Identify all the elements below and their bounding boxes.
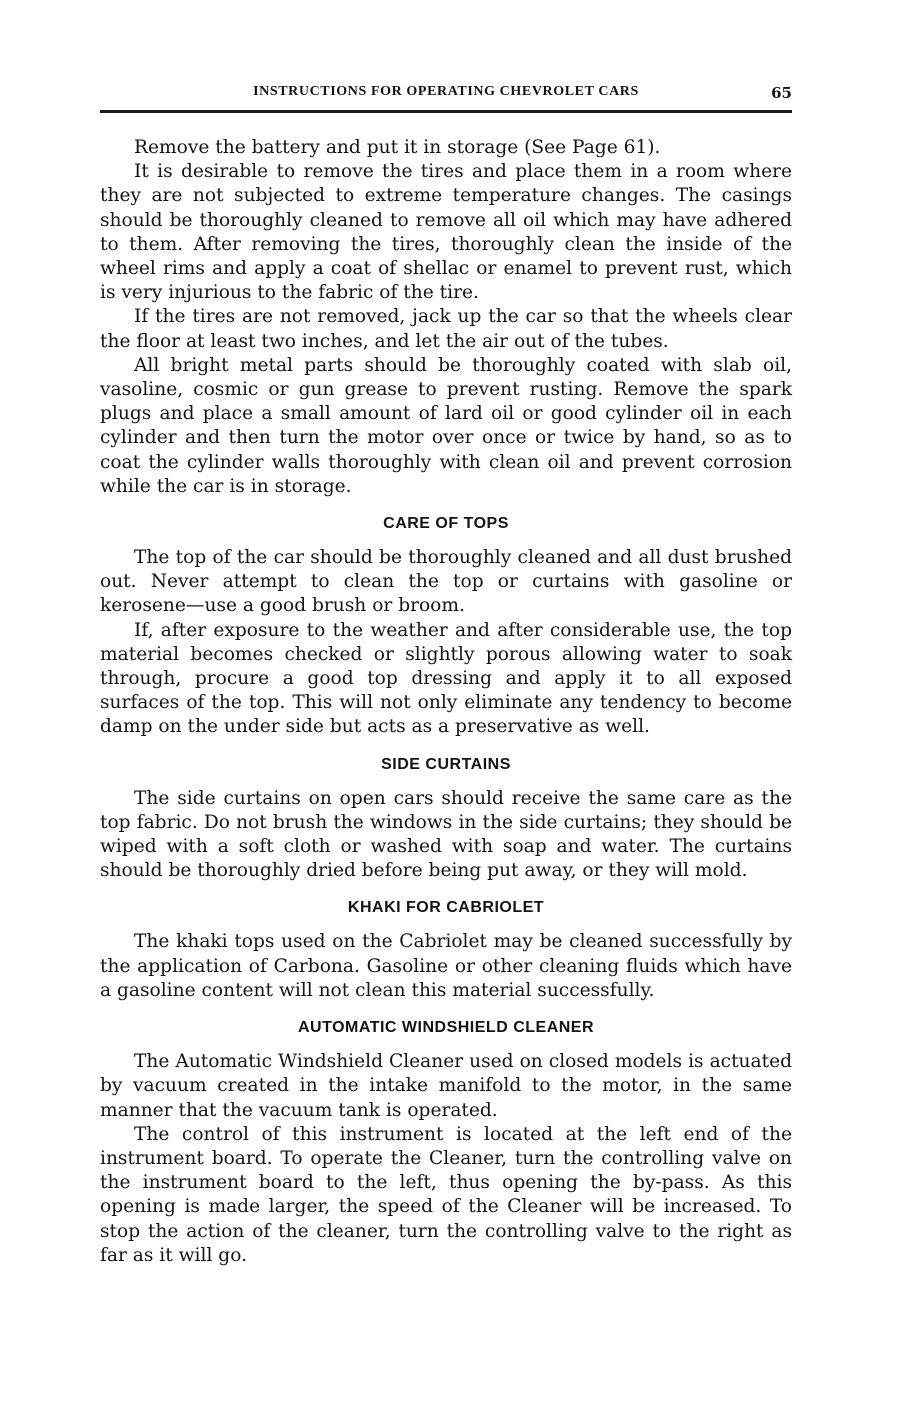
paragraph: All bright metal parts should be thoroughly coated with slab oil, vasoline, cosmic or gun grease to prevent rusting. Remove the spark plugs and place a small amount of lard oil or good cylinder oil in each cylinder and then turn the motor over once or twice by hand, so as to coat the cylinder walls thoroughly with clean oil and prevent corrosion while the car is in storage. (100, 354, 792, 497)
section-care-of-tops (100, 514, 792, 740)
section-heading: KHAKI FOR CABRIOLET (347, 899, 545, 917)
paragraph: If the tires are not removed, jack up the car so that the wheels clear the floor at least two inches, and let the air out of the tubes. (100, 306, 792, 352)
section-khaki-for-cabriolet (100, 898, 792, 1003)
running-title: INSTRUCTIONS FOR OPERATING CHEVROLET CARS (253, 84, 639, 99)
paragraph: The side curtains on open cars should receive the same care as the top fabric. Do not brush the windows in the side curtains; they should be wiped with a soft cloth or washed with soap and water. The curtains should be thoroughly dried before being put away, or they will mold. (100, 787, 792, 882)
paragraph: Remove the battery and put it in storage (See Page 61). (134, 137, 661, 158)
paragraph: The control of this instrument is located at the left end of the instrument board. To operate the Cleaner, turn the controlling valve on the instrument board to the left, thus opening the by-pass. As this opening is made larger, the speed of the Cleaner will be increased. To stop the action of the cleaner, turn the controlling valve to the right as far as it will go. (100, 1123, 792, 1266)
paragraph: The top of the car should be thoroughly cleaned and all dust brushed out. Never attempt to clean the top or curtains with gasoline or kerosene—use a good brush or broom. (100, 547, 792, 617)
storage-instructions (100, 136, 792, 499)
running-header (100, 84, 792, 113)
paragraph: The Automatic Windshield Cleaner used on closed models is actuated by vacuum created in the intake manifold to the motor, in the same manner that the vacuum tank is operated. (100, 1051, 792, 1121)
section-heading: SIDE CURTAINS (381, 755, 511, 773)
paragraph: The khaki tops used on the Cabriolet may be cleaned successfully by the application of Carbona. Gasoline or other cleaning fluids which have a gasoline content will not clean this material successfully. (100, 931, 792, 1001)
section-automatic-windshield-cleaner (100, 1018, 792, 1268)
section-side-curtains (100, 755, 792, 884)
section-heading: CARE OF TOPS (383, 515, 509, 533)
page-body (100, 136, 792, 1268)
paragraph: If, after exposure to the weather and after considerable use, the top material becomes checked or slightly porous allowing water to soak through, procure a good top dressing and apply it to all exposed surfaces of the top. This will not only eliminate any tendency to become damp on the under side but acts as a preservative as well. (100, 619, 792, 738)
page-number: 65 (771, 84, 792, 102)
paragraph: It is desirable to remove the tires and place them in a room where they are not subjected to extreme temperature changes. The casings should be thoroughly cleaned to remove all oil which may have adhered to them. After removing the tires, thoroughly clean the inside of the wheel rims and apply a coat of shellac or enamel to prevent rust, which is very injurious to the fabric of the tire. (100, 161, 792, 304)
section-heading: AUTOMATIC WINDSHIELD CLEANER (297, 1019, 595, 1037)
